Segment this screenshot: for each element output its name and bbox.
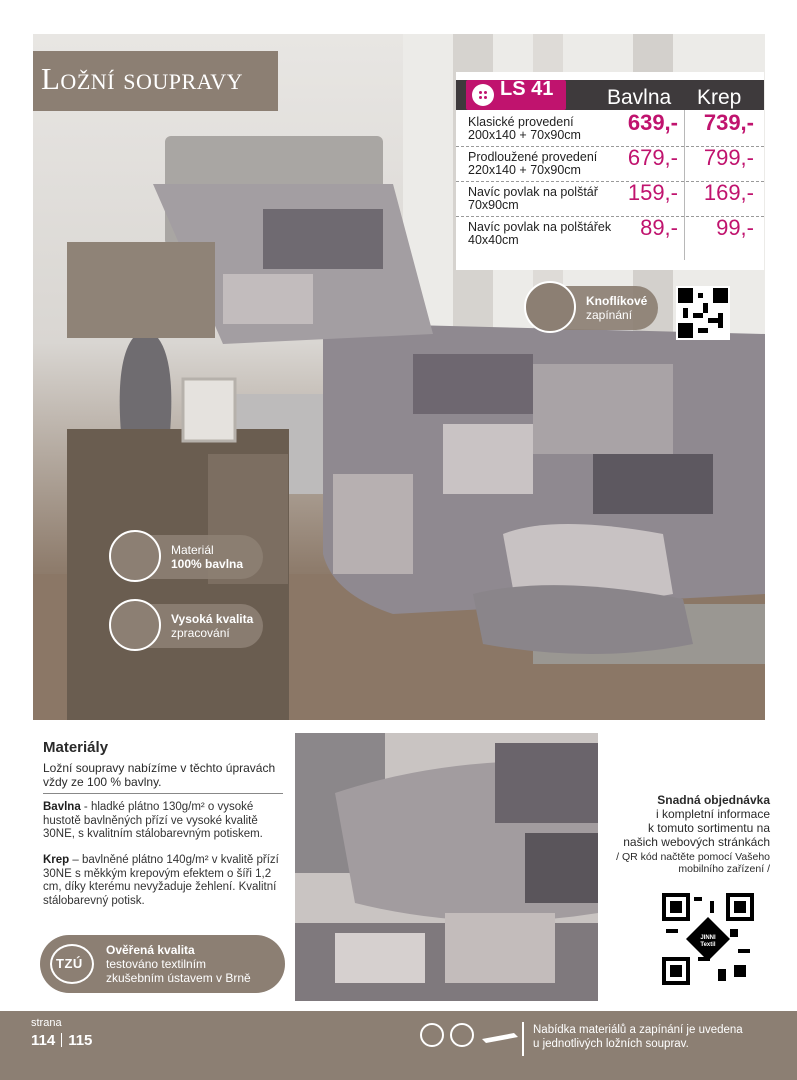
footer-note: Nabídka materiálů a zapínání je uvedena u jednotlivých ložních souprav.	[533, 1024, 743, 1050]
thread-spool-icon	[109, 599, 161, 651]
price-row	[456, 217, 764, 251]
price-table-header	[456, 80, 764, 110]
tzu-text: Ověřená kvalita testováno textilním zkušebním ústavem v Brně	[106, 943, 251, 985]
price-bavlna: 679,-	[627, 145, 678, 170]
badge-text: Knoflíkové zapínání	[586, 294, 648, 322]
button-icon	[524, 281, 576, 333]
qr-logo-text: JINNI Textil	[700, 935, 716, 948]
quality-badge	[113, 604, 263, 648]
button-closure-badge	[528, 286, 658, 330]
materials-bavlna: Bavlna - hladké plátno 130g/m² o vysoké hustotě bavlněných přízí ve vysoké kvalitě 30NE, s kvalitním stálobarevným potiskem.	[43, 801, 263, 840]
badge-text: Materiál 100% bavlna	[171, 543, 244, 571]
tzu-logo: TZÚ	[50, 944, 94, 984]
material-badge	[113, 535, 263, 579]
qr-code-small[interactable]	[676, 286, 730, 340]
qr-code[interactable]	[662, 893, 754, 985]
materials-intro: Ložní soupravy nabízíme v těchto úpravách vždy ze 100 % bavlny.	[43, 761, 276, 789]
price-row	[456, 147, 764, 182]
column-krep: Krep	[697, 86, 742, 109]
row-desc: Navíc povlak na polštářek 40x40cm	[468, 220, 612, 247]
price-bavlna: 159,-	[627, 180, 678, 205]
page-left: 114	[31, 1032, 56, 1049]
row-desc: Prodloužené provedení 220x140 + 70x90cm	[468, 150, 598, 177]
divider	[43, 793, 283, 794]
page-label: strana	[31, 1017, 62, 1029]
price-row	[456, 112, 764, 147]
page-right: 115	[68, 1032, 93, 1049]
materials-krep: Krep – bavlněné plátno 140g/m² v kvalitě přízí 30NE s měkkým krepovým efektem o šíři 1,2 cm, díky kterému nevyžaduje žehlení. Kvalitní stálobarevný potisk.	[43, 854, 279, 907]
zipper-icon	[480, 1027, 520, 1047]
divider	[522, 1022, 524, 1056]
page-title: Ložní soupravy	[41, 61, 243, 96]
price-krep: 99,-	[716, 215, 754, 240]
badge-text: Vysoká kvalita zpracování	[171, 612, 254, 640]
pillow-detail-illustration	[295, 733, 598, 1001]
qr-icon	[678, 288, 728, 338]
footer	[0, 1011, 797, 1080]
tzu-quality-badge	[40, 935, 285, 993]
order-info: Snadná objednávka i kompletní informace k tomuto sortimentu na našich webových stránkách / QR kód načtěte pomocí Vašeho mobilního zařízení /	[616, 793, 770, 875]
price-krep: 169,-	[703, 180, 754, 205]
materials-title: Materiály	[43, 739, 109, 756]
product-code-badge	[466, 80, 566, 110]
price-bavlna: 89,-	[640, 215, 678, 240]
page-title-plate	[33, 51, 278, 111]
price-krep: 739,-	[703, 110, 754, 135]
page-numbers	[31, 1032, 92, 1049]
price-table	[456, 72, 764, 270]
column-bavlna: Bavlna	[607, 86, 672, 109]
cotton-flower-icon	[109, 530, 161, 582]
button-icon	[450, 1023, 474, 1047]
row-desc: Klasické provedení 200x140 + 70x90cm	[468, 115, 581, 142]
row-desc: Navíc povlak na polštář 70x90cm	[468, 185, 598, 212]
cotton-flower-icon	[420, 1023, 444, 1047]
detail-photo	[295, 733, 598, 1001]
price-row	[456, 182, 764, 217]
price-bavlna: 639,-	[627, 110, 678, 135]
price-krep: 799,-	[703, 145, 754, 170]
button-icon	[472, 84, 494, 106]
product-code: LS 41	[500, 78, 554, 100]
